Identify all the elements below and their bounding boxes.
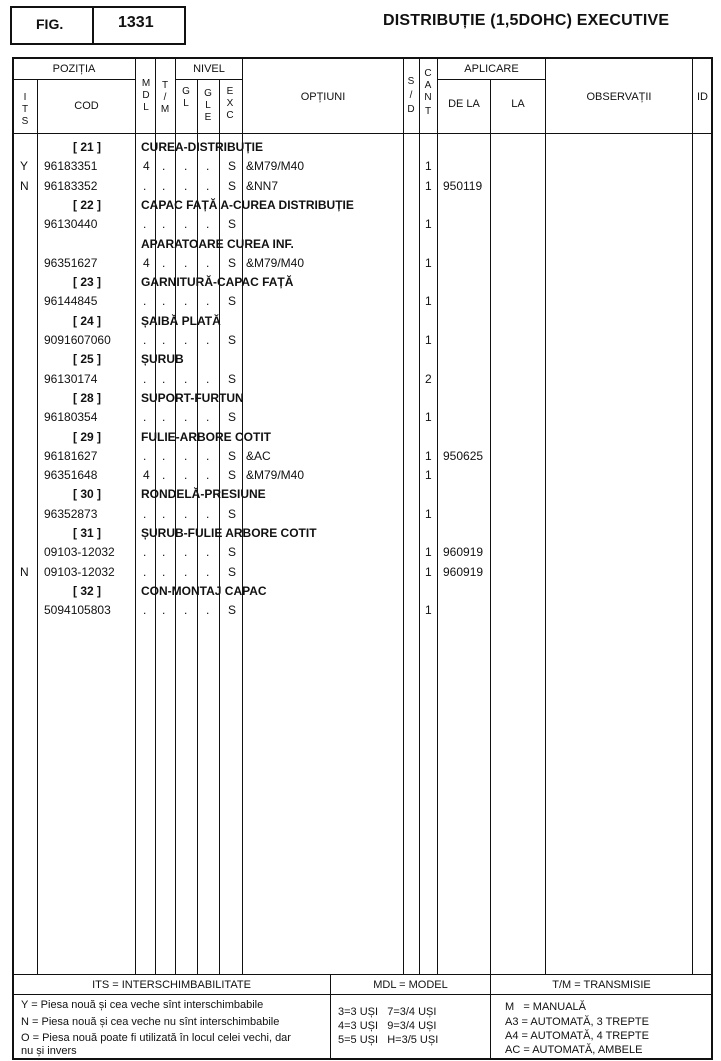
group-title: APARATOARE CUREA INF. — [141, 237, 294, 251]
part-code: 09103-12032 — [44, 545, 115, 559]
gle-value: . — [206, 449, 210, 463]
quantity-value: 1 — [425, 565, 432, 579]
col-cod: COD — [74, 100, 99, 112]
col-optiuni: OPȚIUNI — [300, 91, 346, 103]
gle-value: . — [206, 468, 210, 482]
legend-tm-title: T/M = TRANSMISIE — [552, 979, 651, 991]
position-number: [ 24 ] — [73, 314, 102, 328]
mdl-value: . — [143, 372, 147, 386]
quantity-value: 1 — [425, 217, 432, 231]
gle-value: . — [206, 217, 210, 231]
quantity-value: 1 — [425, 449, 432, 463]
exc-value: S — [228, 333, 237, 347]
tm-value: . — [162, 294, 166, 308]
position-number: [ 21 ] — [73, 140, 102, 154]
exc-value: S — [228, 294, 237, 308]
col-de-la: DE LA — [448, 98, 480, 110]
group-title: CON-MONTAJ CAPAC — [141, 584, 267, 598]
gl-value: . — [184, 545, 188, 559]
position-number: [ 29 ] — [73, 430, 102, 444]
legend-tm-line: A4 = AUTOMATĂ, 4 TREPTE — [505, 1030, 649, 1042]
part-code: 96183352 — [44, 179, 98, 193]
page-title: DISTRIBUȚIE (1,5DOHC) EXECUTIVE — [383, 12, 670, 29]
group-title: CUREA-DISTRIBUȚIE — [141, 140, 263, 154]
group-title: GARNITURĂ-CAPAC FAȚĂ — [141, 275, 294, 289]
col-nivel: NIVEL — [193, 63, 225, 75]
tm-value: . — [162, 179, 166, 193]
mdl-value: . — [143, 294, 147, 308]
tm-value: . — [162, 159, 166, 173]
part-code: 9091607060 — [44, 333, 111, 347]
fig-label: FIG. — [36, 16, 64, 32]
position-number: [ 23 ] — [73, 275, 102, 289]
position-number: [ 28 ] — [73, 391, 102, 405]
quantity-value: 2 — [425, 372, 432, 386]
group-title: FULIE-ARBORE COTIT — [141, 430, 271, 444]
mdl-value: 4 — [143, 468, 150, 482]
mdl-value: . — [143, 507, 147, 521]
part-code: 96130440 — [44, 217, 98, 231]
gle-value: . — [206, 565, 210, 579]
its-code: N — [20, 179, 29, 193]
tm-value: . — [162, 333, 166, 347]
gle-value: . — [206, 294, 210, 308]
tm-value: . — [162, 410, 166, 424]
legend-its-line: Y = Piesa nouă și cea veche sînt interschimbabile — [21, 999, 264, 1011]
gl-value: . — [184, 603, 188, 617]
gl-value: . — [184, 468, 188, 482]
position-number: [ 32 ] — [73, 584, 102, 598]
gl-value: . — [184, 565, 188, 579]
legend-tm-line: AC = AUTOMATĂ, AMBELE — [505, 1044, 643, 1056]
tm-value: . — [162, 565, 166, 579]
exc-value: S — [228, 545, 237, 559]
part-code: 96130174 — [44, 372, 98, 386]
gl-value: . — [184, 507, 188, 521]
legend-tm-line: A3 = AUTOMATĂ, 3 TREPTE — [505, 1016, 649, 1028]
exc-value: S — [228, 372, 237, 386]
option-value: &M79/M40 — [246, 256, 305, 270]
tm-value: . — [162, 372, 166, 386]
mdl-value: . — [143, 449, 147, 463]
de-la-value: 960919 — [443, 565, 484, 579]
gl-value: . — [184, 410, 188, 424]
gl-value: . — [184, 333, 188, 347]
option-value: &AC — [246, 449, 271, 463]
gl-value: . — [184, 159, 188, 173]
group-title: RONDELĂ-PRESIUNE — [141, 487, 266, 501]
group-title: CAPAC FAȚĂ A-CUREA DISTRIBUȚIE — [141, 198, 354, 212]
gl-value: . — [184, 294, 188, 308]
exc-value: S — [228, 410, 237, 424]
de-la-value: 960919 — [443, 545, 484, 559]
part-code: 96352873 — [44, 507, 98, 521]
mdl-value: 4 — [143, 256, 150, 270]
exc-value: S — [228, 468, 237, 482]
exc-value: S — [228, 179, 237, 193]
col-observatii: OBSERVAȚII — [586, 91, 652, 103]
quantity-value: 1 — [425, 159, 432, 173]
fig-number: 1331 — [118, 14, 154, 31]
group-title: ȘAIBĂ PLATĂ — [141, 314, 221, 328]
quantity-value: 1 — [425, 507, 432, 521]
gle-value: . — [206, 603, 210, 617]
gle-value: . — [206, 179, 210, 193]
group-title: SUPORT-FURTUN — [141, 391, 244, 405]
mdl-value: . — [143, 565, 147, 579]
tm-value: . — [162, 468, 166, 482]
position-number: [ 30 ] — [73, 487, 102, 501]
legend-its-line: N = Piesa nouă și cea veche nu sînt interschimbabile — [21, 1016, 280, 1028]
mdl-value: . — [143, 545, 147, 559]
gl-value: . — [184, 179, 188, 193]
mdl-value: . — [143, 333, 147, 347]
quantity-value: 1 — [425, 294, 432, 308]
legend-mdl-line: 4=3 UȘI 9=3/4 UȘI — [338, 1020, 437, 1032]
its-code: Y — [20, 159, 29, 173]
gl-value: . — [184, 256, 188, 270]
quantity-value: 1 — [425, 468, 432, 482]
position-number: [ 25 ] — [73, 352, 102, 366]
position-number: [ 22 ] — [73, 198, 102, 212]
exc-value: S — [228, 217, 237, 231]
mdl-value: . — [143, 603, 147, 617]
gle-value: . — [206, 507, 210, 521]
part-code: 5094105803 — [44, 603, 111, 617]
exc-value: S — [228, 449, 237, 463]
col-la: LA — [511, 98, 525, 110]
tm-value: . — [162, 507, 166, 521]
exc-value: S — [228, 565, 237, 579]
header-divider — [13, 133, 712, 134]
group-title: ȘURUB — [141, 352, 184, 366]
footer-divider — [13, 974, 712, 975]
legend-its-line: O = Piesa nouă poate fi utilizată în locul celei vechi, dar — [21, 1032, 291, 1044]
mdl-value: 4 — [143, 159, 150, 173]
part-code: 96180354 — [44, 410, 98, 424]
legend-its-title: ITS = INTERSCHIMBABILITATE — [92, 979, 251, 991]
quantity-value: 1 — [425, 256, 432, 270]
tm-value: . — [162, 217, 166, 231]
position-number: [ 31 ] — [73, 526, 102, 540]
exc-value: S — [228, 159, 237, 173]
tm-value: . — [162, 545, 166, 559]
gl-value: . — [184, 372, 188, 386]
part-code: 96351648 — [44, 468, 98, 482]
tm-value: . — [162, 256, 166, 270]
col-id: ID — [697, 91, 708, 103]
gle-value: . — [206, 372, 210, 386]
gle-value: . — [206, 333, 210, 347]
tm-value: . — [162, 603, 166, 617]
group-title: ȘURUB-FULIE ARBORE COTIT — [141, 526, 317, 540]
exc-value: S — [228, 603, 237, 617]
de-la-value: 950625 — [443, 449, 484, 463]
part-code: 96183351 — [44, 159, 98, 173]
gle-value: . — [206, 159, 210, 173]
mdl-value: . — [143, 410, 147, 424]
gle-value: . — [206, 545, 210, 559]
gle-value: . — [206, 410, 210, 424]
quantity-value: 1 — [425, 603, 432, 617]
exc-value: S — [228, 256, 237, 270]
part-code: 96144845 — [44, 294, 98, 308]
part-code: 96351627 — [44, 256, 98, 270]
part-code: 96181627 — [44, 449, 98, 463]
col-pozitia: POZIȚIA — [52, 63, 96, 75]
quantity-value: 1 — [425, 410, 432, 424]
gl-value: . — [184, 449, 188, 463]
col-aplicare: APLICARE — [464, 63, 519, 75]
legend-its-line: nu și invers — [21, 1045, 77, 1057]
gl-value: . — [184, 217, 188, 231]
gle-value: . — [206, 256, 210, 270]
legend-mdl-line: 5=5 UȘI H=3/5 UȘI — [338, 1034, 439, 1046]
option-value: &M79/M40 — [246, 159, 305, 173]
tm-value: . — [162, 449, 166, 463]
option-value: &M79/M40 — [246, 468, 305, 482]
legend-mdl-line: 3=3 UȘI 7=3/4 UȘI — [338, 1006, 437, 1018]
de-la-value: 950119 — [443, 179, 483, 193]
quantity-value: 1 — [425, 179, 432, 193]
legend-tm-line: M = MANUALĂ — [505, 1001, 586, 1013]
legend-mdl-title: MDL = MODEL — [373, 979, 448, 991]
quantity-value: 1 — [425, 333, 432, 347]
parts-table — [12, 57, 713, 1060]
mdl-value: . — [143, 179, 147, 193]
exc-value: S — [228, 507, 237, 521]
its-code: N — [20, 565, 29, 579]
option-value: &NN7 — [246, 179, 279, 193]
mdl-value: . — [143, 217, 147, 231]
quantity-value: 1 — [425, 545, 432, 559]
part-code: 09103-12032 — [44, 565, 115, 579]
